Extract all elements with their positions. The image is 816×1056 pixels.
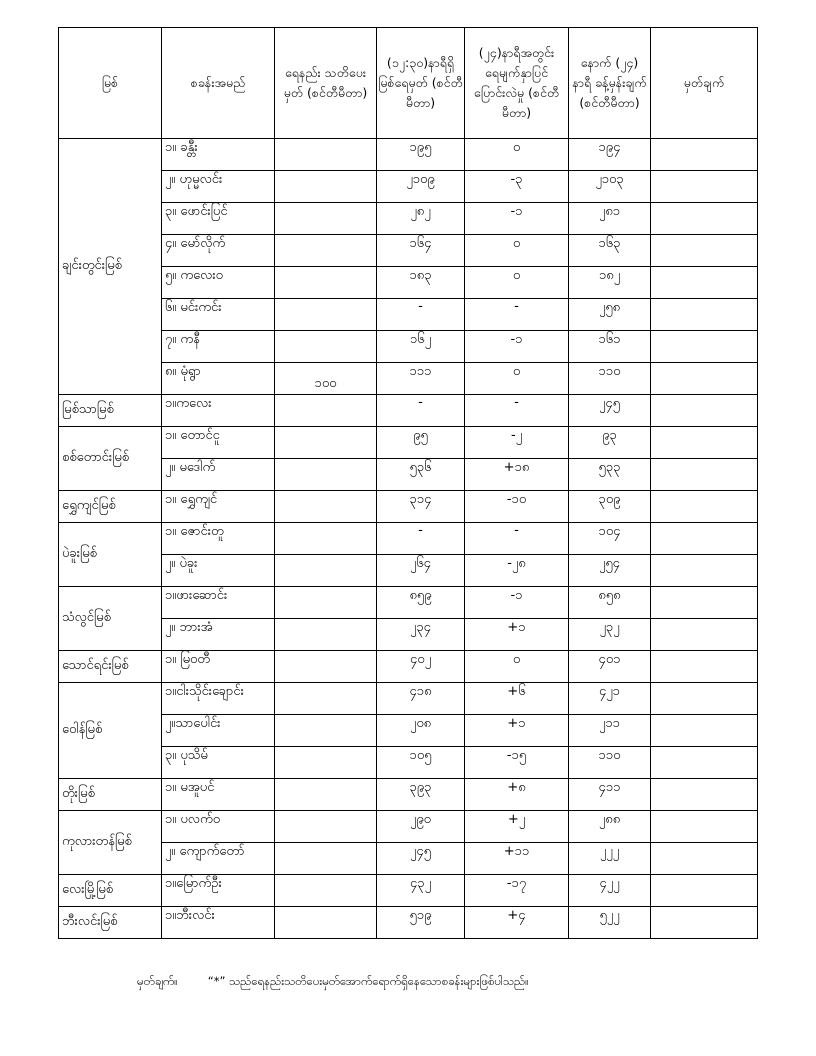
- forecast-level: ၄၂၁: [569, 683, 651, 715]
- current-level: ၂၄၅: [377, 843, 465, 875]
- remarks: [651, 523, 758, 555]
- table-row: [59, 747, 758, 779]
- station-name: ၈။ မုံရွာ: [162, 363, 275, 395]
- remarks: [651, 459, 758, 491]
- station-name: ၃။ ဖောင်းပြင်: [162, 203, 275, 235]
- forecast-level: ၄၁၁: [569, 779, 651, 811]
- level-change: -၁၅: [465, 747, 569, 779]
- station-name: ၁။ငါးသိုင်းချောင်း: [162, 683, 275, 715]
- current-level: ၅၁၉: [377, 907, 465, 939]
- station-name: ၁။ဘီးလင်း: [162, 907, 275, 939]
- forecast-level: ၅၂၂: [569, 907, 651, 939]
- remarks: [651, 267, 758, 299]
- station-name: ၄။ မော်လိုက်: [162, 235, 275, 267]
- current-level: ၈၅၉: [377, 587, 465, 619]
- river-name: ဘီးလင်းမြစ်: [59, 907, 162, 939]
- warning-level: [275, 427, 377, 459]
- current-level: ၁၉၅: [377, 139, 465, 171]
- warning-level: [275, 459, 377, 491]
- current-level: ၁၁၁: [377, 363, 465, 395]
- warning-level: [275, 683, 377, 715]
- table-row: [59, 299, 758, 331]
- header-forecast: နောက် (၂၄) နာရီ ခန့်မှန်းချက် (စင်တီမီတာ): [569, 28, 651, 139]
- current-level: ၂၈၂: [377, 203, 465, 235]
- forecast-level: ၃၀၉: [569, 491, 651, 523]
- level-change: ၀: [465, 267, 569, 299]
- table-body: [59, 139, 758, 939]
- table-row: [59, 235, 758, 267]
- forecast-level: ၂၅၈: [569, 299, 651, 331]
- warning-level: [275, 235, 377, 267]
- header-remarks: မှတ်ချက်: [651, 28, 758, 139]
- current-level: ၂၀၈: [377, 715, 465, 747]
- remarks: [651, 235, 758, 267]
- current-level: ၁၈၃: [377, 267, 465, 299]
- level-change: +၁: [465, 619, 569, 651]
- level-change: ၀: [465, 651, 569, 683]
- table-row: [59, 171, 758, 203]
- current-level: ၄၁၈: [377, 683, 465, 715]
- warning-level: [275, 875, 377, 907]
- river-name: ကုလားတန်မြစ်: [59, 811, 162, 875]
- table-row: [59, 843, 758, 875]
- station-name: ၇။ ကနီ: [162, 331, 275, 363]
- station-name: ၁။ဖားဆောင်း: [162, 587, 275, 619]
- level-change: +၄: [465, 907, 569, 939]
- level-change: -၁၀: [465, 491, 569, 523]
- river-name: စစ်တောင်းမြစ်: [59, 427, 162, 491]
- river-name: လေးမြို့မြစ်: [59, 875, 162, 907]
- table-row: [59, 267, 758, 299]
- remarks: [651, 907, 758, 939]
- river-name: ရွှေကျင်မြစ်: [59, 491, 162, 523]
- level-change: +၈: [465, 779, 569, 811]
- warning-level: [275, 139, 377, 171]
- warning-level: [275, 619, 377, 651]
- forecast-level: ၅၃၃: [569, 459, 651, 491]
- table-row: [59, 331, 758, 363]
- current-level: ၂၃၄: [377, 619, 465, 651]
- station-name: ၂။ ကျောက်တော်: [162, 843, 275, 875]
- station-name: ၁။ ဇောင်းတူ: [162, 523, 275, 555]
- station-name: ၁။ ပလက်ဝ: [162, 811, 275, 843]
- warning-level: [275, 811, 377, 843]
- table-row: [59, 683, 758, 715]
- station-name: ၂။သာပေါင်း: [162, 715, 275, 747]
- station-name: ၁။ မြဝတီ: [162, 651, 275, 683]
- footnote-label: မှတ်ချက်။: [137, 974, 178, 988]
- warning-level: [275, 651, 377, 683]
- forecast-level: ၁၀၄: [569, 523, 651, 555]
- remarks: [651, 683, 758, 715]
- river-name: သောင်ရင်းမြစ်: [59, 651, 162, 683]
- forecast-level: ၄၂၂: [569, 875, 651, 907]
- table-row: [59, 811, 758, 843]
- current-level: -: [377, 395, 465, 427]
- current-level: ၄၀၂: [377, 651, 465, 683]
- forecast-level: ၁၁၀: [569, 363, 651, 395]
- footnote-text: “*” သည်ရေနည်းသတိပေးမှတ်အောက်ရောက်ရှိနေသောစခန်းများဖြစ်ပါသည်။: [207, 974, 529, 988]
- river-name: တိုးမြစ်: [59, 779, 162, 811]
- warning-level: [275, 523, 377, 555]
- station-name: ၁။ ခန္တီး: [162, 139, 275, 171]
- station-name: ၁။ကလေး: [162, 395, 275, 427]
- remarks: [651, 811, 758, 843]
- remarks: [651, 843, 758, 875]
- level-change: +၂: [465, 811, 569, 843]
- warning-level: [275, 171, 377, 203]
- level-change: -၃: [465, 171, 569, 203]
- forecast-level: ၁၁၀: [569, 747, 651, 779]
- table-row: [59, 587, 758, 619]
- forecast-level: ၁၆၃: [569, 235, 651, 267]
- level-change: ၀: [465, 363, 569, 395]
- remarks: [651, 715, 758, 747]
- level-change: -၁: [465, 587, 569, 619]
- warning-level: [275, 203, 377, 235]
- station-name: ၂။ ဘားအံ: [162, 619, 275, 651]
- level-change: +၁၈: [465, 459, 569, 491]
- warning-level: [275, 395, 377, 427]
- forecast-level: ၁၈၂: [569, 267, 651, 299]
- level-change: -: [465, 523, 569, 555]
- header-warning-level: ရေနည်း သတိပေးမှတ် (စင်တီမီတာ): [275, 28, 377, 139]
- current-level: ၂၉၀: [377, 811, 465, 843]
- warning-level: [275, 715, 377, 747]
- level-change: -၁: [465, 203, 569, 235]
- remarks: [651, 427, 758, 459]
- station-name: ၁။ ရွှေကျင်: [162, 491, 275, 523]
- forecast-level: ၉၃: [569, 427, 651, 459]
- header-current-level: (၁၂:၃၀)နာရီရှိ မြစ်ရေမှတ် (စင်တီမီတာ): [377, 28, 465, 139]
- station-name: ၅။ ကလေးဝ: [162, 267, 275, 299]
- remarks: [651, 299, 758, 331]
- table-row: [59, 779, 758, 811]
- level-change: +၁: [465, 715, 569, 747]
- warning-level: [275, 555, 377, 587]
- river-name: ချင်းတွင်းမြစ်: [59, 139, 162, 395]
- warning-level: [275, 843, 377, 875]
- table-row: [59, 523, 758, 555]
- remarks: [651, 331, 758, 363]
- table-row: [59, 491, 758, 523]
- river-name: ပဲခူးမြစ်: [59, 523, 162, 587]
- forecast-level: ၁၆၁: [569, 331, 651, 363]
- forecast-level: ၈၅၈: [569, 587, 651, 619]
- station-name: ၂။ ဟုမ္မလင်း: [162, 171, 275, 203]
- station-name: ၂။ မဒေါက်: [162, 459, 275, 491]
- river-name: သံလွင်မြစ်: [59, 587, 162, 651]
- forecast-level: ၂၄၅: [569, 395, 651, 427]
- table-row: [59, 427, 758, 459]
- remarks: [651, 587, 758, 619]
- remarks: [651, 491, 758, 523]
- station-name: ၁။ မအူပင်: [162, 779, 275, 811]
- current-level: ၅၃၆: [377, 459, 465, 491]
- table-row: [59, 875, 758, 907]
- header-river: မြစ်: [59, 28, 162, 139]
- river-level-table: [58, 27, 758, 939]
- warning-level: [275, 299, 377, 331]
- current-level: ၉၅: [377, 427, 465, 459]
- warning-level: [275, 331, 377, 363]
- table-row: [59, 363, 758, 395]
- station-name: ၃။ ပုသိမ်: [162, 747, 275, 779]
- warning-level: [275, 491, 377, 523]
- table-row: [59, 395, 758, 427]
- remarks: [651, 651, 758, 683]
- forecast-level: ၁၉၄: [569, 139, 651, 171]
- level-change: +၆: [465, 683, 569, 715]
- current-level: ၂၁၀၉: [377, 171, 465, 203]
- header-24h-change: (၂၄)နာရီအတွင်း ရေမျက်နှာပြင် ပြောင်းလဲမှု (စင်တီမီတာ): [465, 28, 569, 139]
- current-level: ၁၆၄: [377, 235, 465, 267]
- remarks: [651, 395, 758, 427]
- remarks: [651, 875, 758, 907]
- station-name: ၁။မြောက်ဦး: [162, 875, 275, 907]
- level-change: ၀: [465, 235, 569, 267]
- current-level: ၁၆၂: [377, 331, 465, 363]
- current-level: ၂၆၄: [377, 555, 465, 587]
- current-level: ၄၃၂: [377, 875, 465, 907]
- remarks: [651, 171, 758, 203]
- remarks: [651, 555, 758, 587]
- level-change: -: [465, 299, 569, 331]
- level-change: +၁၁: [465, 843, 569, 875]
- remarks: [651, 139, 758, 171]
- table-row: [59, 459, 758, 491]
- warning-level: ၁၀၀: [275, 363, 377, 395]
- river-name: ဝေါန်မြစ်: [59, 683, 162, 779]
- forecast-level: ၂၁၀၃: [569, 171, 651, 203]
- level-change: -၁၇: [465, 875, 569, 907]
- warning-level: [275, 267, 377, 299]
- current-level: ၁၀၅: [377, 747, 465, 779]
- remarks: [651, 747, 758, 779]
- remarks: [651, 363, 758, 395]
- current-level: -: [377, 299, 465, 331]
- remarks: [651, 619, 758, 651]
- station-name: ၁။ တောင်ငူ: [162, 427, 275, 459]
- level-change: -: [465, 395, 569, 427]
- table-row: [59, 907, 758, 939]
- station-name: ၂။ ပဲခူး: [162, 555, 275, 587]
- remarks: [651, 203, 758, 235]
- level-change: -၂: [465, 427, 569, 459]
- table-row: [59, 203, 758, 235]
- remarks: [651, 779, 758, 811]
- level-change: -၁: [465, 331, 569, 363]
- forecast-level: ၂၂၂: [569, 843, 651, 875]
- warning-level: [275, 587, 377, 619]
- header-row: [59, 28, 758, 139]
- table-row: [59, 139, 758, 171]
- current-level: -: [377, 523, 465, 555]
- warning-level: [275, 747, 377, 779]
- forecast-level: ၂၃၂: [569, 619, 651, 651]
- table-row: [59, 715, 758, 747]
- table-row: [59, 555, 758, 587]
- station-name: ၆။ မင်းကင်း: [162, 299, 275, 331]
- table-row: [59, 651, 758, 683]
- warning-level: [275, 779, 377, 811]
- current-level: ၃၉၃: [377, 779, 465, 811]
- forecast-level: ၂၅၄: [569, 555, 651, 587]
- forecast-level: ၂၁၁: [569, 715, 651, 747]
- level-change: ၀: [465, 139, 569, 171]
- footnote: [137, 974, 529, 991]
- table-row: [59, 619, 758, 651]
- warning-level: [275, 907, 377, 939]
- level-change: -၂၈: [465, 555, 569, 587]
- forecast-level: ၂၈၈: [569, 811, 651, 843]
- river-name: မြစ်သာမြစ်: [59, 395, 162, 427]
- header-station: စခန်းအမည်: [162, 28, 275, 139]
- forecast-level: ၂၈၁: [569, 203, 651, 235]
- current-level: ၃၁၄: [377, 491, 465, 523]
- forecast-level: ၄၀၁: [569, 651, 651, 683]
